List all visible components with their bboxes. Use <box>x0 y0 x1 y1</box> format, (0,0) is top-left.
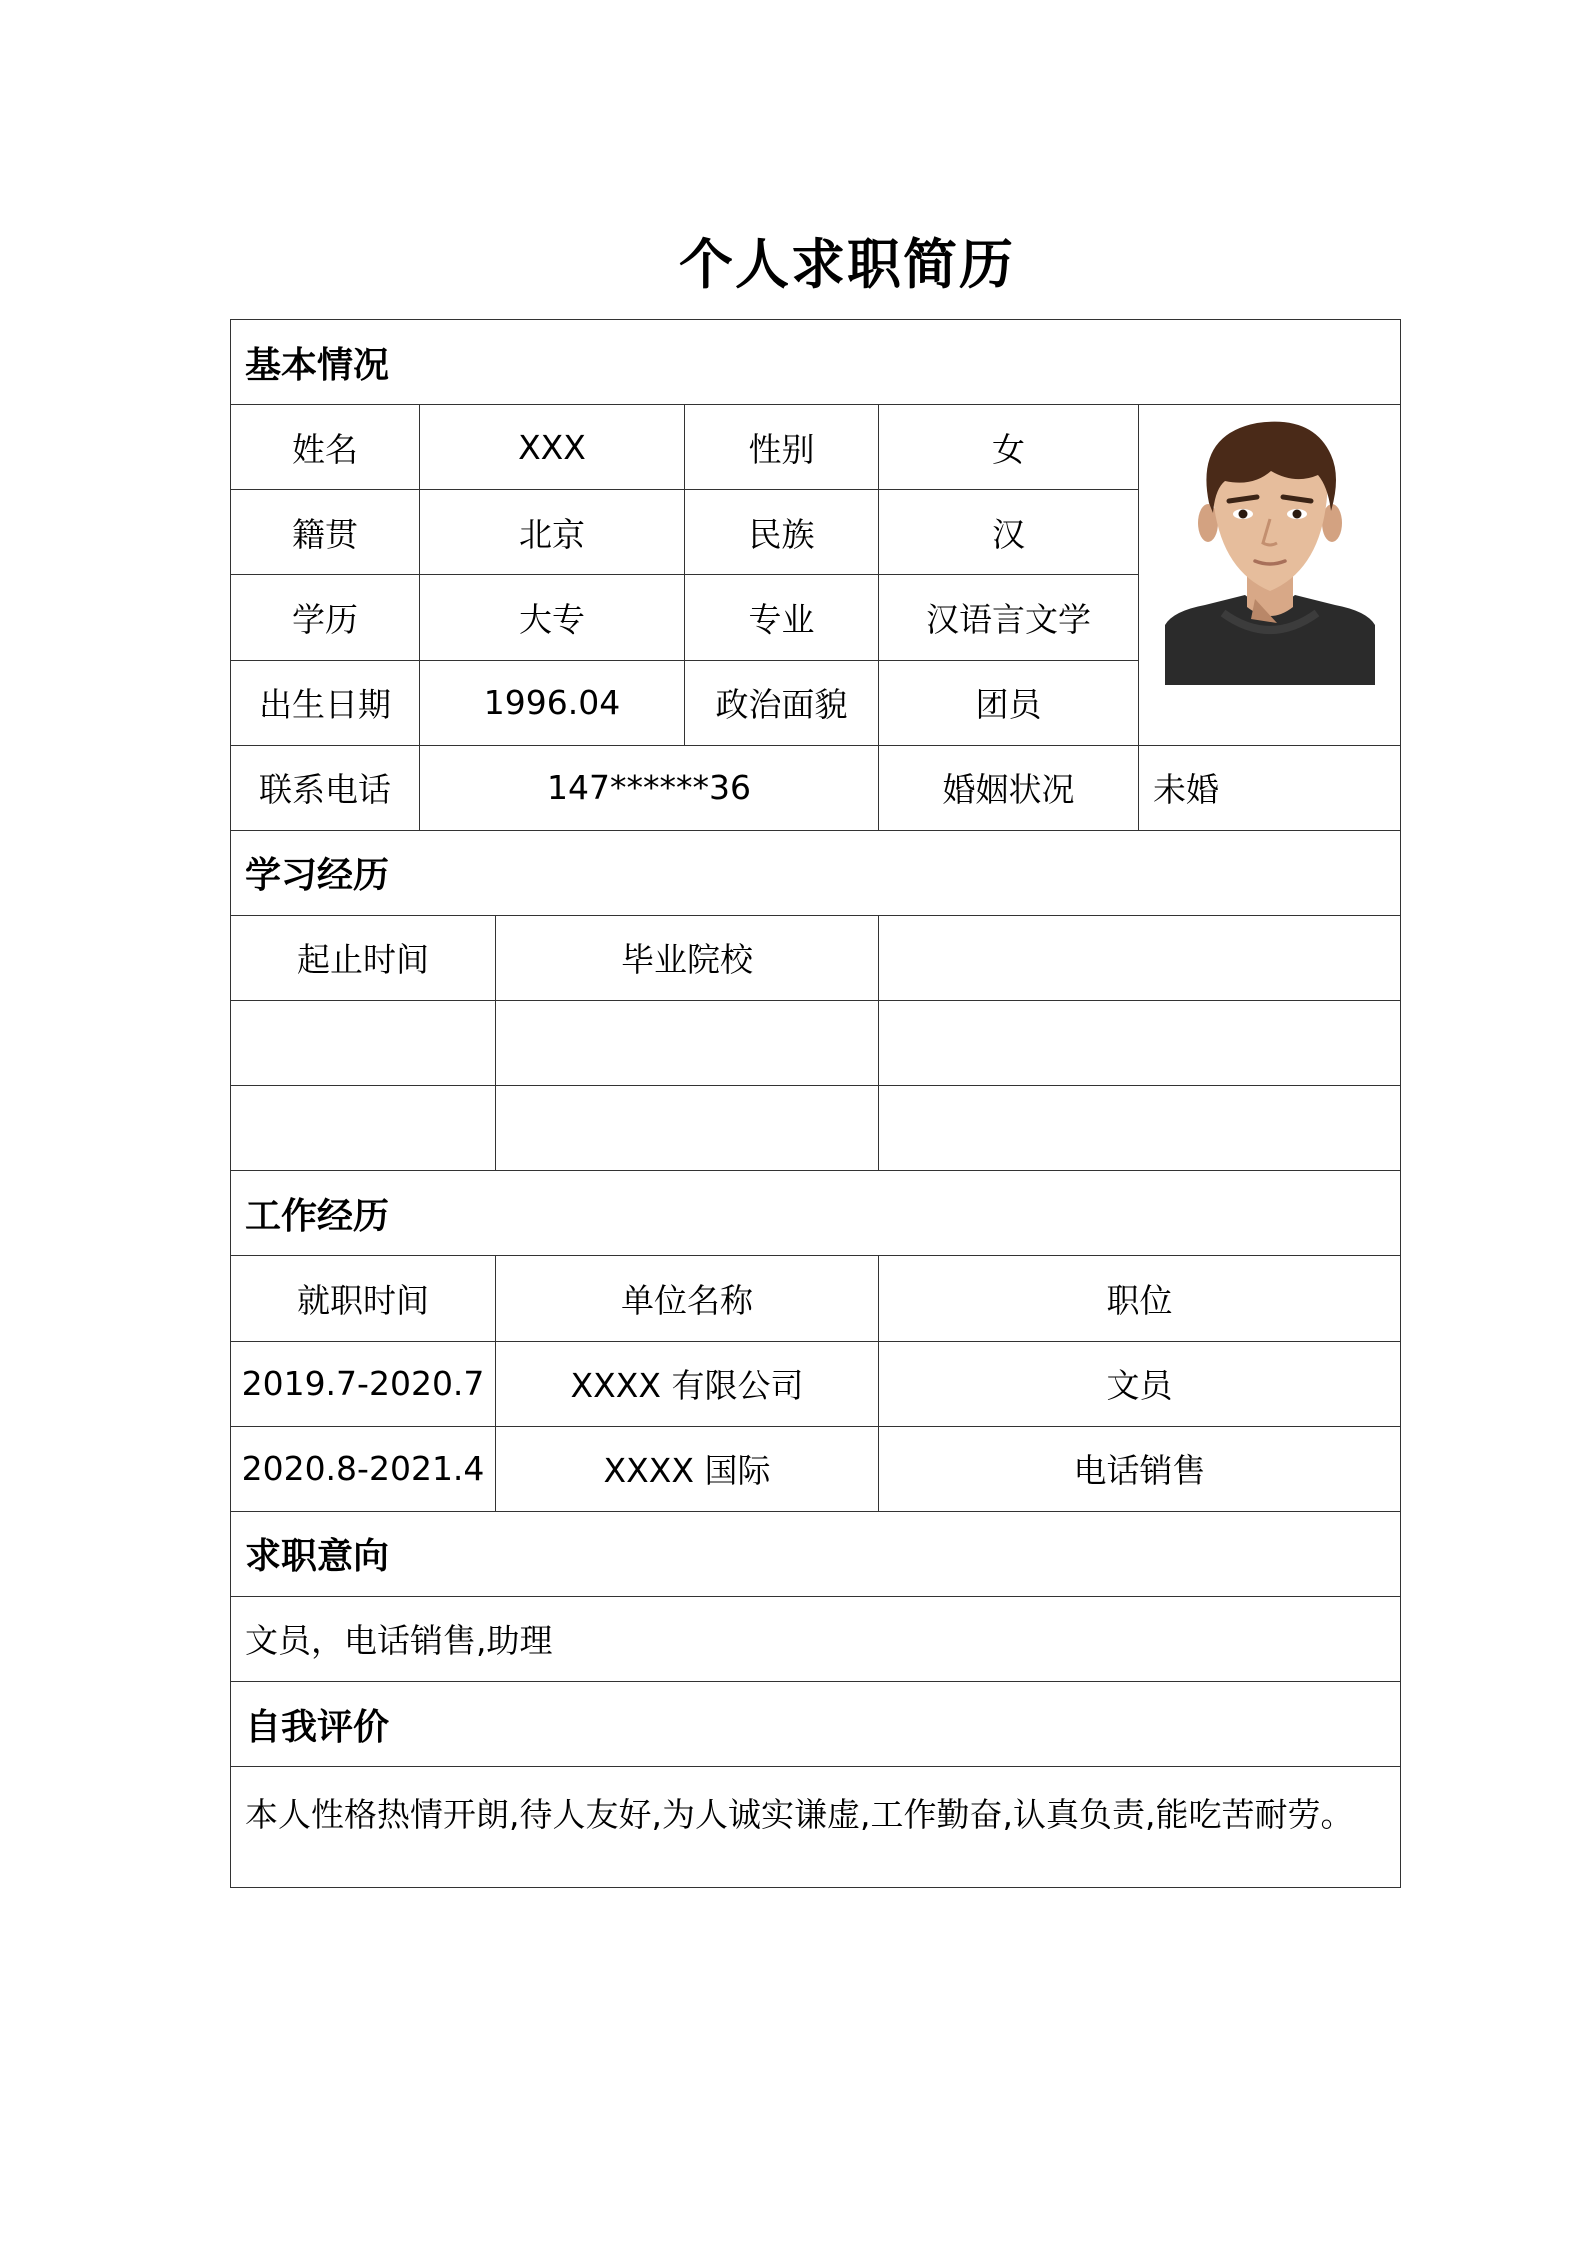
hometown-label: 籍贯 <box>231 490 420 575</box>
hometown-value: 北京 <box>420 490 685 575</box>
name-label: 姓名 <box>231 405 420 490</box>
work-col-period: 就职时间 <box>231 1256 496 1341</box>
avatar <box>1165 415 1375 685</box>
birth-label: 出生日期 <box>231 660 420 745</box>
birth-value: 1996.04 <box>420 660 685 745</box>
section-evaluation-title: 自我评价 <box>231 1682 1401 1767</box>
major-label: 专业 <box>685 575 879 660</box>
politics-value: 团员 <box>879 660 1139 745</box>
marital-value: 未婚 <box>1139 745 1401 830</box>
section-work-title: 工作经历 <box>231 1171 1401 1256</box>
work-position: 文员 <box>879 1341 1401 1426</box>
resume-table <box>230 319 1401 1888</box>
evaluation-text: 本人性格热情开朗,待人友好,为人诚实谦虚,工作勤奋,认真负责,能吃苦耐劳。 <box>231 1767 1401 1888</box>
marital-label: 婚姻状况 <box>879 745 1139 830</box>
ethnicity-label: 民族 <box>685 490 879 575</box>
phone-value: 147******36 <box>420 745 879 830</box>
work-col-position: 职位 <box>879 1256 1401 1341</box>
gender-label: 性别 <box>685 405 879 490</box>
phone-label: 联系电话 <box>231 745 420 830</box>
study-cell <box>496 1086 879 1171</box>
study-col-extra <box>879 915 1401 1000</box>
section-basic-title: 基本情况 <box>231 320 1401 405</box>
section-study-title: 学习经历 <box>231 830 1401 915</box>
name-value: XXX <box>420 405 685 490</box>
study-cell <box>231 1001 496 1086</box>
politics-label: 政治面貌 <box>685 660 879 745</box>
study-cell <box>879 1086 1401 1171</box>
work-company: XXXX 有限公司 <box>496 1341 879 1426</box>
photo-cell <box>1139 405 1401 746</box>
table-row <box>231 1341 1401 1426</box>
education-label: 学历 <box>231 575 420 660</box>
work-position: 电话销售 <box>879 1426 1401 1511</box>
study-col-school: 毕业院校 <box>496 915 879 1000</box>
major-value: 汉语言文学 <box>879 575 1139 660</box>
study-cell <box>231 1086 496 1171</box>
work-company: XXXX 国际 <box>496 1426 879 1511</box>
work-period: 2020.8-2021.4 <box>231 1426 496 1511</box>
page-title: 个人求职简历 <box>679 233 1015 296</box>
work-col-company: 单位名称 <box>496 1256 879 1341</box>
education-value: 大专 <box>420 575 685 660</box>
work-period: 2019.7-2020.7 <box>231 1341 496 1426</box>
study-col-period: 起止时间 <box>231 915 496 1000</box>
intention-text: 文员，电话销售,助理 <box>231 1596 1401 1681</box>
table-row <box>231 1426 1401 1511</box>
section-intention-title: 求职意向 <box>231 1511 1401 1596</box>
gender-value: 女 <box>879 405 1139 490</box>
study-cell <box>496 1001 879 1086</box>
study-cell <box>879 1001 1401 1086</box>
ethnicity-value: 汉 <box>879 490 1139 575</box>
